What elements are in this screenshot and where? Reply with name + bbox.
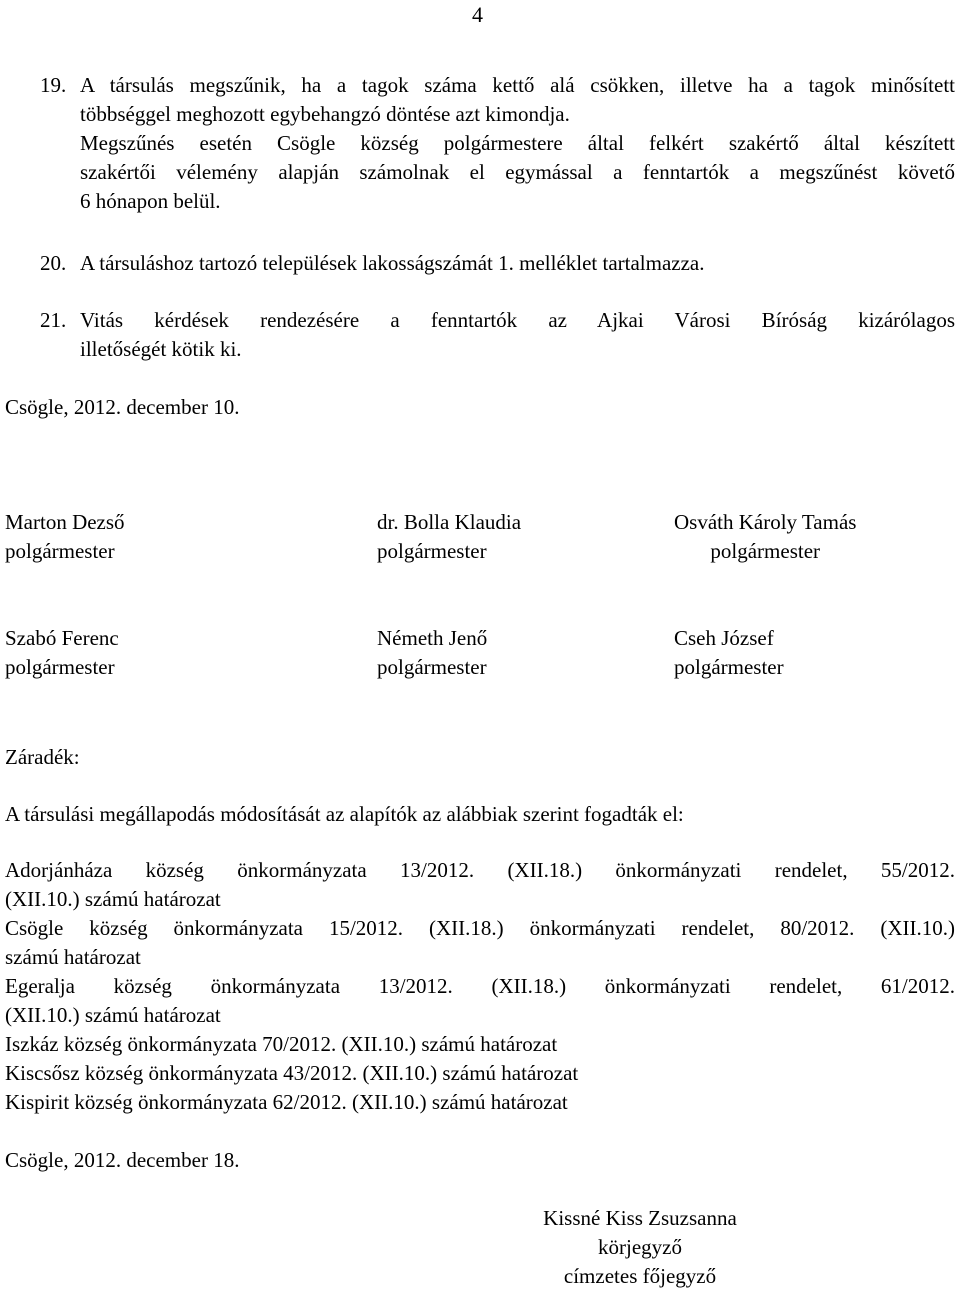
clause-intro: A társulási megállapodás módosítását az alapítók az alábbiak szerint fogadták el: [5, 802, 684, 826]
signatory [377, 508, 521, 566]
page-number: 4 [472, 2, 483, 27]
resolution-line: Kiscsősz község önkormányzata 43/2012. (XII.10.) számú határozat [5, 1061, 579, 1085]
resolution-line: Kispirit község önkormányzata 62/2012. (XII.10.) számú határozat [5, 1090, 568, 1114]
signatory-name: Németh Jenő [377, 626, 488, 650]
resolution-line: (XII.10.) számú határozat [5, 887, 221, 911]
item-number: 19. [40, 73, 67, 97]
signatory-title: polgármester [5, 539, 115, 563]
item-line: Megszűnés esetén Csögle község polgármestere által felkért szakértő által készített [80, 131, 955, 155]
resolution-item [5, 1088, 955, 1117]
resolution-line: Csögle község önkormányzata 15/2012. (XII.18.) önkormányzati rendelet, 80/2012. (XII.10.) [5, 916, 955, 940]
resolution-line: Egeralja község önkormányzata 13/2012. (XII.18.) önkormányzati rendelet, 61/2012. [5, 974, 955, 998]
item-number: 21. [40, 308, 67, 332]
signatory-title: polgármester [377, 655, 487, 679]
signatory-name: Szabó Ferenc [5, 626, 119, 650]
clause-heading: Záradék: [5, 745, 80, 769]
signatory [5, 508, 125, 566]
resolution-line: Iszkáz község önkormányzata 70/2012. (XII.10.) számú határozat [5, 1032, 558, 1056]
resolution-line: Adorjánháza község önkormányzata 13/2012. (XII.18.) önkormányzati rendelet, 55/2012. [5, 858, 955, 882]
item-number: 20. [40, 251, 67, 275]
place-date-2: Csögle, 2012. december 18. [5, 1148, 240, 1172]
item-text [80, 71, 955, 216]
item-text [80, 249, 955, 278]
signatory [674, 624, 784, 682]
signatory [377, 624, 487, 682]
signatory-name: dr. Bolla Klaudia [377, 510, 522, 534]
place-date-1: Csögle, 2012. december 10. [5, 395, 240, 419]
notary-name: Kissné Kiss Zsuzsanna [543, 1206, 737, 1230]
resolution-line: (XII.10.) számú határozat [5, 1003, 221, 1027]
item-text [80, 306, 955, 364]
item-line: többséggel meghozott egybehangzó döntése azt kimondja. [80, 102, 570, 126]
resolution-item [5, 914, 955, 972]
item-line: illetőségét kötik ki. [80, 337, 242, 361]
item-line: Vitás kérdések rendezésére a fenntartók az Ajkai Városi Bíróság kizárólagos [80, 308, 955, 332]
item-line: A társulás megszűnik, ha a tagok száma kettő alá csökken, illetve ha a tagok minősített [80, 73, 955, 97]
item-line: szakértői vélemény alapján számolnak el egymással a fenntartók a megszűnést követő [80, 160, 955, 184]
notary-signature [524, 1204, 756, 1291]
signatory-title: polgármester [674, 655, 784, 679]
item-line: 6 hónapon belül. [80, 189, 221, 213]
resolution-item [5, 972, 955, 1030]
resolution-item [5, 1059, 955, 1088]
resolution-item [5, 856, 955, 914]
resolution-item [5, 1030, 955, 1059]
notary-title: körjegyző [598, 1235, 682, 1259]
signatory [674, 508, 856, 566]
signatory-name: Osváth Károly Tamás [674, 510, 857, 534]
signatory-title: polgármester [377, 539, 487, 563]
signatory [5, 624, 119, 682]
signatory-title: polgármester [710, 539, 821, 563]
notary-rank: címzetes főjegyző [563, 1264, 717, 1288]
item-line: A társuláshoz tartozó települések lakosságszámát 1. melléklet tartalmazza. [80, 251, 705, 275]
signatory-name: Marton Dezső [5, 510, 125, 534]
resolution-line: számú határozat [5, 945, 141, 969]
resolution-list [5, 856, 955, 1117]
signatory-title: polgármester [5, 655, 115, 679]
signatory-name: Cseh József [674, 626, 774, 650]
